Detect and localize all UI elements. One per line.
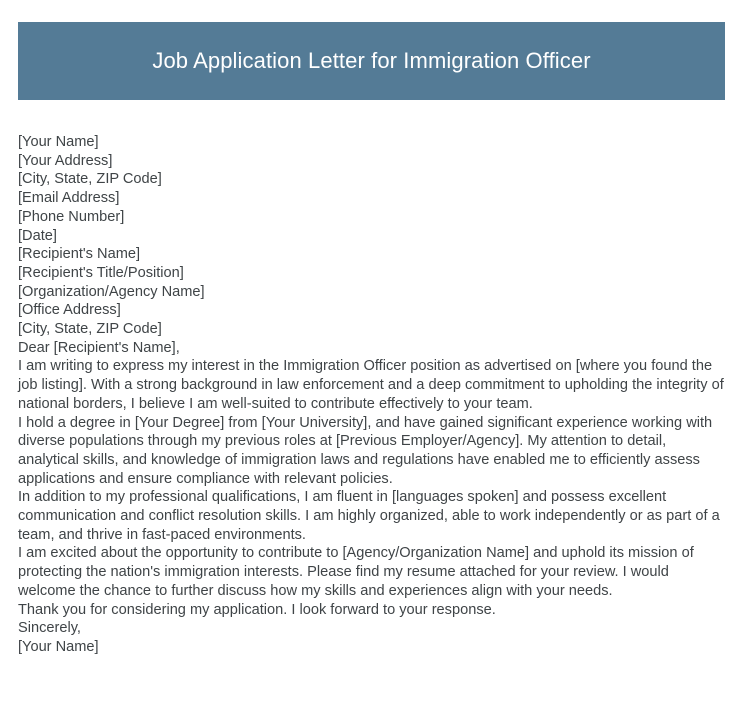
closing-salutation: Sincerely,: [18, 620, 81, 637]
recipient-line-name: [Recipient's Name]: [18, 246, 141, 263]
sender-line-email: [Email Address]: [18, 190, 120, 207]
recipient-line-address: [Office Address]: [18, 302, 121, 319]
sender-line-phone: [Phone Number]: [18, 208, 125, 225]
sender-line-address: [Your Address]: [18, 152, 113, 169]
recipient-line-org: [Organization/Agency Name]: [18, 283, 205, 300]
sender-line-date: [Date]: [18, 227, 57, 244]
sender-line-name: [Your Name]: [18, 134, 99, 150]
body-paragraph-5: Thank you for considering my application. I look forward to your response.: [18, 601, 496, 618]
document-title-banner: [18, 22, 725, 100]
sender-line-city: [City, State, ZIP Code]: [18, 171, 162, 188]
page-title: Job Application Letter for Immigration Officer: [152, 47, 591, 73]
body-paragraph-3: In addition to my professional qualifications, I am fluent in [languages spoken] and possess excellent communication and conflict resolution skills. I am highly organized, able to work independently or as part of a team, and thrive in fast-paced environments.: [18, 489, 720, 543]
body-paragraph-4: I am excited about the opportunity to contribute to [Agency/Organization Name] and uphold its mission of protecting the nation's immigration interests. Please find my resume attached for your review. I would welcome the chance to further discuss how my skills and experiences align with your needs.: [18, 545, 694, 599]
letter-body: [18, 133, 725, 657]
salutation: Dear [Recipient's Name],: [18, 339, 180, 356]
signature-name: [Your Name]: [18, 638, 99, 655]
recipient-line-city: [City, State, ZIP Code]: [18, 321, 162, 338]
body-paragraph-2: I hold a degree in [Your Degree] from [Your University], and have gained significant experience working with diverse populations through my previous roles at [Previous Employer/Agency]. My attention to detail, analytical skills, and knowledge of immigration laws and regulations have enabled me to efficiently assess applications and ensure compliance with relevant policies.: [18, 414, 713, 487]
body-paragraph-1: I am writing to express my interest in the Immigration Officer position as advertised on [where you found the job listing]. With a strong background in law enforcement and a deep commitment to upholding the integrity of national borders, I believe I am well-suited to contribute effectively to your team.: [18, 358, 724, 412]
recipient-line-title: [Recipient's Title/Position]: [18, 264, 184, 281]
